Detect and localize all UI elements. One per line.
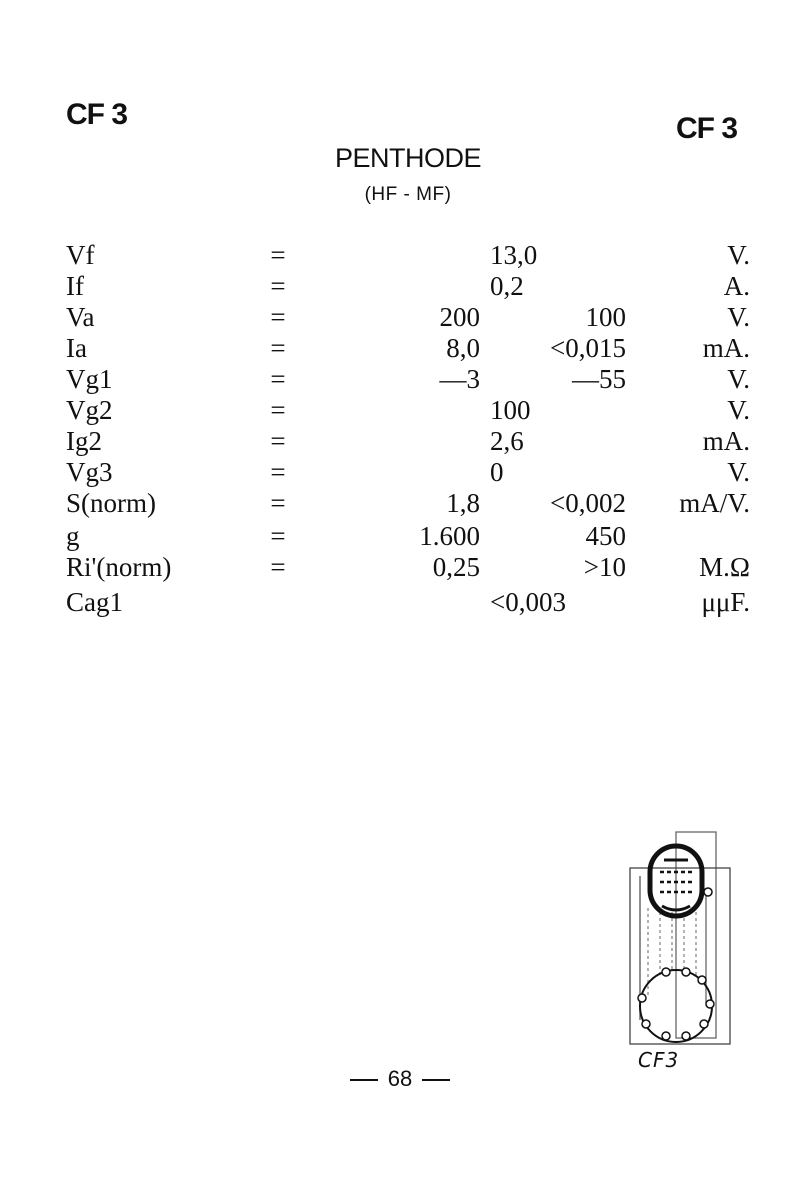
- spec-row-ia: [0, 333, 800, 365]
- spec-value-cutoff: >10: [583, 552, 626, 582]
- spec-value-operating: 200: [439, 302, 480, 332]
- footer-dash-right: [422, 1079, 450, 1081]
- spec-label: Cag1: [66, 587, 123, 617]
- spec-unit: V.: [727, 364, 750, 394]
- spec-row-cag1: [0, 587, 800, 619]
- spec-unit: mA.: [702, 426, 750, 456]
- spec-label: Va: [66, 302, 95, 332]
- spec-label: Vg3: [66, 457, 113, 487]
- tube-type-title: PENTHODE: [334, 143, 482, 173]
- spec-value-cutoff: <0,002: [550, 488, 626, 518]
- page-footer: [0, 1066, 800, 1092]
- spec-row-va: [0, 302, 800, 334]
- tube-code-right: CF 3: [676, 112, 738, 145]
- spec-value: 0,2: [490, 271, 524, 301]
- tube-code-left: CF 3: [66, 98, 128, 131]
- spec-label: If: [66, 271, 84, 301]
- spec-row-g: [0, 521, 800, 553]
- spec-label: Ri'(norm): [66, 552, 172, 582]
- spec-unit: V.: [727, 240, 750, 270]
- equals-sign: =: [270, 552, 286, 582]
- spec-unit: V.: [727, 395, 750, 425]
- equals-sign: =: [270, 457, 286, 487]
- spec-unit: mA.: [702, 333, 750, 363]
- spec-unit: V.: [727, 302, 750, 332]
- spec-value: 0: [490, 457, 504, 487]
- spec-label: S(norm): [66, 488, 156, 518]
- footer-dash-left: [350, 1079, 378, 1081]
- spec-label: Vg1: [66, 364, 113, 394]
- spec-unit: mA/V.: [679, 488, 750, 518]
- spec-label: Vg2: [66, 395, 113, 425]
- spec-label: Vf: [66, 240, 95, 270]
- spec-label: Ig2: [66, 426, 102, 456]
- equals-sign: =: [270, 395, 286, 425]
- spec-value-cutoff: 100: [585, 302, 626, 332]
- spec-value: <0,003: [490, 587, 566, 617]
- spec-row-vg1: [0, 364, 800, 396]
- equals-sign: =: [270, 426, 286, 456]
- spec-row-s-norm: [0, 488, 800, 520]
- spec-value-operating: —3: [439, 364, 480, 394]
- spec-row-vf: [0, 240, 800, 272]
- spec-row-ig2: [0, 426, 800, 458]
- spec-value-operating: 8,0: [446, 333, 480, 363]
- spec-row-vg2: [0, 395, 800, 427]
- spec-unit: M.Ω: [699, 552, 750, 582]
- spec-value-operating: 0,25: [432, 552, 480, 582]
- equals-sign: =: [270, 271, 286, 301]
- tube-pinout-diagram: [610, 828, 740, 1050]
- spec-value-operating: 1,8: [446, 488, 480, 518]
- equals-sign: =: [270, 364, 286, 394]
- page-number: 68: [387, 1066, 413, 1091]
- spec-value-cutoff: 450: [585, 521, 626, 551]
- spec-row-ri-norm: [0, 552, 800, 584]
- diagram-label: CF3: [638, 1048, 680, 1072]
- equals-sign: =: [270, 333, 286, 363]
- spec-unit: μμF.: [701, 587, 750, 617]
- spec-row-vg3: [0, 457, 800, 489]
- spec-value-operating: 1.600: [419, 521, 480, 551]
- spec-value: 100: [490, 395, 531, 425]
- tube-application-subtitle: (HF - MF): [364, 184, 452, 205]
- equals-sign: =: [270, 521, 286, 551]
- spec-label: g: [66, 521, 80, 551]
- equals-sign: =: [270, 488, 286, 518]
- spec-unit: A.: [723, 271, 750, 301]
- spec-value: 2,6: [490, 426, 524, 456]
- spec-unit: V.: [727, 457, 750, 487]
- equals-sign: =: [270, 302, 286, 332]
- equals-sign: =: [270, 240, 286, 270]
- spec-value-cutoff: <0,015: [550, 333, 626, 363]
- spec-label: Ia: [66, 333, 87, 363]
- spec-value: 13,0: [490, 240, 538, 270]
- spec-value-cutoff: —55: [572, 364, 626, 394]
- spec-row-if: [0, 271, 800, 303]
